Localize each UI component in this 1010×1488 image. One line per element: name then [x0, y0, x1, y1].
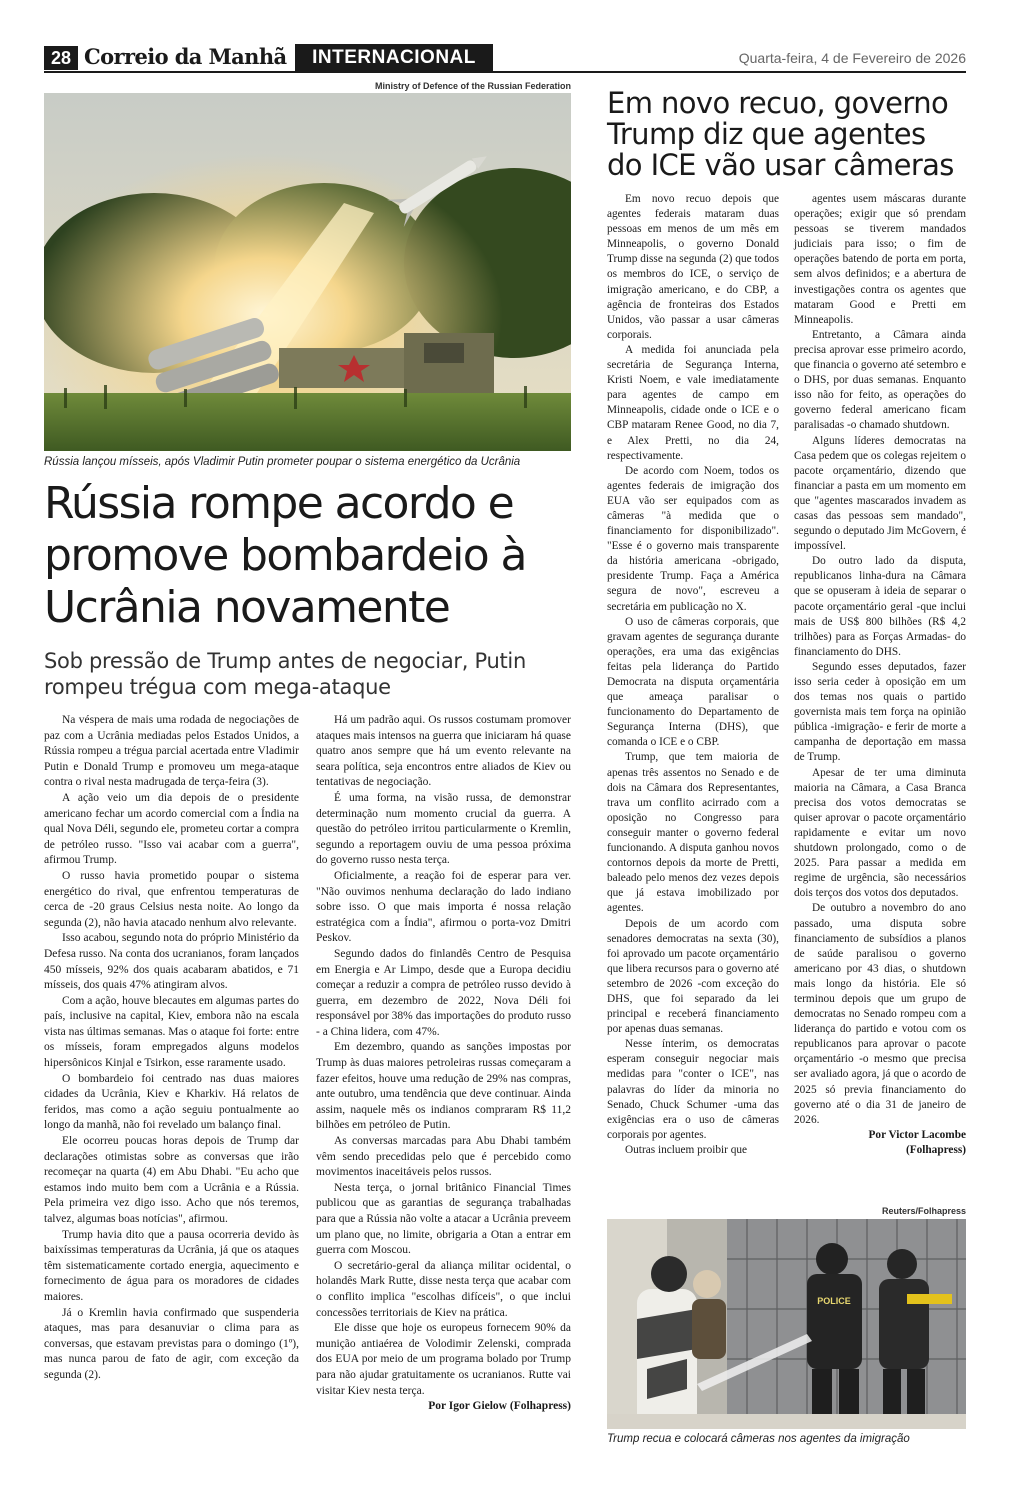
main-subheadline: Sob pressão de Trump antes de negociar, Putin rompeu trégua com mega-ataque — [44, 649, 526, 699]
paragraph: É uma forma, na visão russa, de demonstrar determinação num momento crucial da guerra. A questão do petróleo irritou particularmente o Kremlin, segundo a reportagem ouviu de uma pessoa próxima do governo russo nesta terça. — [316, 791, 571, 867]
side-photo-credit: Reuters/Folhapress — [881, 1206, 966, 1216]
paragraph: Já o Kremlin havia confirmado que suspenderia ataques, mas para desanuviar o clima para as conversas, que estavam previstas para o domingo (1º), mas nunca parou de fato de agir, com exceção da segunda (2). — [44, 1306, 299, 1381]
paragraph: Ele disse que hoje os europeus fornecem 90% da munição antiaérea de Volodimir Zelenski, comprada dos EUA por meio de um programa bolado por Trump para não ajudar gratuitamente os ucranianos. Rutte vai visitar Kiev nesta terça. — [316, 1322, 571, 1397]
paragraph: agentes usem máscaras durante operações; exigir que só prendam pessoas se tiverem mandados judiciais para isso; o fim de operações batendo de porta em porta, sem alvos definidos; e a abertura de investigações contra os agentes que mataram Good e Pretti em Minneapolis. — [794, 193, 966, 326]
paragraph: Há um padrão aqui. Os russos costumam promover ataques mais intensos na guerra que iniciaram há quase quatro anos sempre que há um evento relevante na seara política, seja encontros entre aliados de Kiev ou tentativas de negociação. — [316, 714, 571, 789]
paragraph: Apesar de ter uma diminuta maioria na Câmara, a Casa Branca precisa dos votos democratas se quiser aprovar o pacote orçamentário rapidamente e evitar um novo shutdown prolongado, como o de 2025. Para passar a medida em regime de urgência, são necessários dois terços dos votos dos deputados. — [794, 766, 966, 900]
paragraph: O uso de câmeras corporais, que gravam agentes de segurança durante operações, era uma das exigências feitas pela liderança do Partido Democrata na disputa orçamentária que ameaça paralisar o funcionamento do Departamento de Segurança Interna (DHS), que comanda o ICE e o CBP. — [607, 615, 779, 749]
page-number: 28 — [44, 46, 78, 70]
paragraph: Nesse ínterim, os democratas esperam conseguir negociar mais medidas para "conter o ICE", nas palavras do líder da minoria no Senado, Chuck Schumer -uma das exigências era o uso de câmeras corporais por agentes. — [607, 1038, 779, 1141]
paragraph: Em novo recuo depois que agentes federais mataram duas pessoas em menos de um mês em Minneapolis, o governo Donald Trump disse na segunda (2) que todos os membros do ICE, o serviço de imigração americano, e do CBP, a agência de fronteiras dos Estados Unidos, vão passar a usar câmeras corporais. — [607, 193, 779, 341]
ice-agents-photo — [607, 1219, 966, 1429]
police-vest-label: POLICE — [817, 1296, 851, 1306]
main-photo-caption: Rússia lançou mísseis, após Vladimir Putin prometer poupar o sistema energético da Ucrânia — [44, 456, 521, 468]
paragraph: Trump havia dito que a pausa ocorreria devido às baixíssimas temperaturas da Ucrânia, já que os ataques têm sistematicamente cortado energia, aquecimento e fornecimento de água para os moradores de cidades maiores. — [44, 1228, 299, 1303]
side-photo-caption: Trump recua e colocará câmeras nos agentes da imigração — [607, 1433, 910, 1445]
paragraph: Do outro lado da disputa, republicanos linha-dura na Câmara que se opuseram à ideia de separar o pacote orçamentário geral -que inclui mais de US$ 800 bilhões (R$ 4,2 trilhões) para as Forças Armadas- do financiamento do DHS. — [794, 555, 966, 658]
main-photo-credit: Ministry of Defence of the Russian Federation — [374, 81, 571, 91]
main-headline: Rússia rompe acordo e promove bombardeio à Ucrânia novamente — [44, 478, 526, 633]
paragraph: De outubro a novembro do ano passado, uma disputa sobre financiamento de subsídios a planos de saúde paralisou o governo americano por 43 dias, o shutdown mais longo da história. Ele só terminou depois que um grupo de democratas no Senado rompeu com a liderança do partido e votou com os republicanos para aprovar o pacote orçamentário -o mesmo que precisa ser avaliado agora, já que o acordo de 2025 só previa financiamento do governo até o dia 31 de janeiro de 2026. — [794, 902, 966, 1126]
paragraph: Em dezembro, quando as sanções impostas por Trump às duas maiores petroleiras russas começaram a fazer efeitos, houve uma redução de 29% nas compras, ante outubro, uma tendência que deve continuar. Ainda assim, naquele mês os indianos compraram R$ 11,2 bilhões em petróleo de Putin. — [316, 1041, 571, 1132]
paragraph: Entretanto, a Câmara ainda precisa aprovar esse primeiro acordo, que financia o governo até setembro e o DHS, por duas semanas. Enquanto isso não for feito, as operações do governo federal americano ficam paralisadas -o chamado shutdown. — [794, 328, 966, 432]
paragraph: O secretário-geral da aliança militar ocidental, o holandês Mark Rutte, disse nesta terça que acabar com o conflito implica "escolhas difíceis", o que inclui concessões territoriais de Kiev na prática. — [316, 1259, 571, 1319]
main-story-column-1 — [44, 713, 299, 1384]
newspaper-name: Correio da Manhã — [84, 44, 287, 69]
paragraph: O bombardeio foi centrado nas duas maiores cidades da Ucrânia, Kiev e Kharkiv. Há relatos de feridos, mas como a ação seguiu pontualmente ao longo da manhã, não foi revelado um balanço final. — [44, 1072, 299, 1132]
paragraph: Trump, que tem maioria de apenas três assentos no Senado e de dois na Câmara dos Representantes, trava um conflito acirrado com a oposição no Congresso para conseguir manter o governo federal funcionando. A disputa ganhou novos contornos depois da morte de Pretti, baleado pelo menos dez vezes depois que já estava imobilizado por agentes. — [607, 751, 779, 915]
header-rule — [44, 71, 966, 73]
side-byline-agency: (Folhapress) — [905, 1143, 966, 1156]
paragraph: As conversas marcadas para Abu Dhabi também vêm sendo precedidas pelo que é percebido como movimentos inaceitáveis pelos russos. — [316, 1135, 571, 1179]
side-byline-name: Por Victor Lacombe — [868, 1128, 966, 1141]
side-story-column-2 — [794, 192, 966, 1158]
paragraph: A ação veio um dia depois de o presidente americano fechar um acordo comercial com a Índia na qual Nova Déli, segundo ele, prometeu cortar a compra de petróleo russo. "Isso vai acabar com a guerra", afirmou Trump. — [44, 791, 299, 867]
main-byline: Por Igor Gielow (Folhapress) — [428, 1400, 571, 1413]
main-story-column-2 — [316, 713, 571, 1415]
paragraph: Com a ação, houve blecautes em algumas partes do país, inclusive na capital, Kiev, embora não na escala vista nas últimas semanas. Mas o ataque foi forte: entre os mísseis, foram empregados alguns modelos hipersônicos Kinjal e Tsirkon, esse raramente usado. — [44, 994, 299, 1070]
side-story-column-1 — [607, 192, 779, 1158]
paragraph: A medida foi anunciada pela secretária de Segurança Interna, Kristi Noem, e vale imediatamente para agentes de campo em Minneapolis, cidade onde o ICE e o CBP mataram Renee Good, no dia 7, e Alex Pretti, no dia 24, respectivamente. — [607, 343, 779, 462]
paragraph: De acordo com Noem, todos os agentes federais de imigração dos EUA vão ser equipados com as câmeras "à medida que o financiamento for disponibilizado". "Esse é o governo mais transparente da história americana -obrigado, presidente Trump. Faça a América segura de novo", escreveu a secretária em publicação no X. — [607, 464, 779, 613]
paragraph: Segundo esses deputados, fazer isso seria ceder à oposição em um dos temas nos quais o partido governista mais tem força na opinião pública -imigração- e ferir de morte a campanha de deportação em massa de Trump. — [794, 660, 966, 764]
paragraph: O russo havia prometido poupar o sistema energético do rival, que enfrentou temperaturas de cerca de -20 graus Celsius nesta noite. Ao longo da segunda (2), não havia atacado nenhum alvo relevante. — [44, 869, 299, 929]
side-headline: Em novo recuo, governo Trump diz que agentes do ICE vão usar câmeras — [607, 86, 954, 182]
section-label: INTERNACIONAL — [295, 44, 493, 72]
paragraph: Outras incluem proibir que — [625, 1143, 748, 1156]
paragraph: Isso acabou, segundo nota do próprio Ministério da Defesa russo. Na conta dos ucranianos, foram lançados 450 mísseis, 92% dos quais acabaram abatidos, e 71 mísseis, dos quais 47% atingiram alvos. — [44, 932, 299, 992]
paragraph: Na véspera de mais uma rodada de negociações de paz com a Ucrânia mediadas pelos Estados Unidos, a Rússia rompeu a trégua parcial acertada entre Vladimir Putin e Donald Trump e promoveu um mega-ataque contra o rival nesta madrugada de terça-feira (3). — [44, 714, 299, 789]
paragraph: Alguns líderes democratas na Casa pedem que os colegas rejeitem o pacote orçamentário, dizendo que financiar a pasta em um momento em que "agentes mascarados invadem as casas das pessoas sem mandado", segundo o deputado Jim McGovern, é impossível. — [794, 434, 966, 553]
paragraph: Ele ocorreu poucas horas depois de Trump dar declarações otimistas sobre as conversas que irão recomeçar na quarta (4) em Abu Dhabi. "Eu acho que estamos indo muito bem com a Ucrânia e a Rússia. Pela primeira vez digo isso. Acho que nós teremos, talvez, algumas boas notícias", afirmou. — [44, 1135, 299, 1225]
paragraph: Depois de um acordo com senadores democratas na sexta (30), foi aprovado um pacote orçamentário que libera recursos para o governo até setembro de 2026 -com exceção do DHS, que foi separado da lei principal e receberá financiamento por apenas duas semanas. — [607, 917, 779, 1036]
paragraph: Segundo dados do finlandês Centro de Pesquisa em Energia e Ar Limpo, desde que a Europa decidiu começar a reduzir a compra de petróleo russo devido à guerra, em dezembro de 2022, Nova Déli foi responsável por 38% das importações do produto russo - a China lidera, com 47%. — [316, 947, 571, 1038]
issue-date: Quarta-feira, 4 de Fevereiro de 2026 — [738, 50, 966, 66]
paragraph: Nesta terça, o jornal britânico Financial Times publicou que as garantias de segurança trabalhadas para que a Rússia não volte a atacar a Ucrânia preveem um plano que, no limite, obrigaria a Otan a entrar em guerra com Moscou. — [316, 1181, 571, 1257]
missile-launch-photo — [44, 93, 571, 451]
paragraph: Oficialmente, a reação foi de esperar para ver. "Não ouvimos nenhuma declaração do lado indiano sobre isso. O que mais importa é nossa relação estratégica com a Índia", afirmou o porta-voz Dmitri Peskov. — [316, 869, 571, 945]
